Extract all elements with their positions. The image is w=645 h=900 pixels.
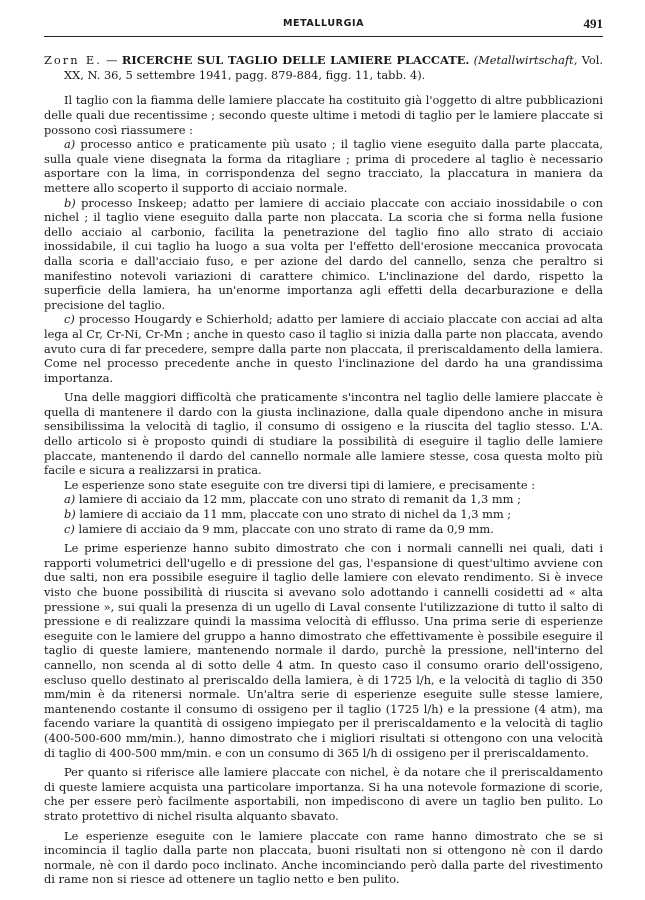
process-c-label: c): [64, 312, 75, 327]
process-b: [44, 196, 603, 313]
citation-dash: —: [101, 53, 122, 67]
article-body: [44, 93, 603, 886]
journal-name: (Metallwirtschaft,: [473, 53, 578, 67]
process-c-text: processo Hougardy e Schierhold; adatto per lamiere di acciaio placcate con acciai ad alta lega al Cr, Cr-Ni, Cr-Mn ; anche in questo caso il taglio si inizia dalla parte non placcata, avendo avuto cura di far precedere, sempre dalla parte non placcata, il preriscaldamento della lamiera. Come nel processo precedente anche in questo l'inclinazione del dardo ha una grandissima importanza.: [44, 312, 603, 385]
process-a-text: processo antico e praticamente più usato ; il taglio viene eseguito dalla parte placcata, sulla quale viene disegnata la forma da ritagliare ; prima di procedere al taglio è necessario asportare con la lima, in corrispondenza del segno tracciato, la placcatura in maniera da mettere allo scoperto il supporto di acciaio normale.: [44, 137, 603, 195]
paragraph-rame: Le esperienze eseguite con le lamiere placcate con rame hanno dimostrato che se si incomincia il taglio dalla parte non placcata, buoni risultati non si ottengono nè con il dardo normale, nè con il dardo poco inclinato. Anche incominciando però dalla parte del rivestimento di rame non si riesce ad ottenere un taglio netto e ben pulito.: [44, 828, 603, 887]
paragraph-intro: Il taglio con la fiamma delle lamiere placcate ha costituito già l'oggetto di altre pubblicazioni delle quali due recentissime ; secondo queste ultime i metodi di taglio per le lamiere placcate si possono così riassumere :: [44, 93, 603, 137]
paragraph-nichel: Per quanto si riferisce alle lamiere placcate con nichel, è da notare che il preriscaldamento di queste lamiere acquista una particolare importanza. Si ha una notevole formazione di scorie, che per essere però facilmente asportabili, non impediscono di avere un taglio ben pulito. Lo strato protettivo di nichel risulta alquanto sbavato.: [44, 765, 603, 823]
article-citation: [44, 53, 603, 83]
list-item-a-text: lamiere di acciaio da 12 mm, placcate con uno strato di remanit da 1,3 mm ;: [75, 492, 521, 507]
list-item-b: [44, 507, 603, 522]
process-b-text: processo Inskeep; adatto per lamiere di acciaio placcate con acciaio inossidabile o con nichel ; il taglio viene eseguito dalla parte non placcata. La scoria che si forma nella fusione dello acciaio al carbonio, facilita la penetrazione del taglio fino allo strato di acciaio inossidabile, il cui taglio ha luogo a sua volta per l'effetto dell'erosione meccanica provocata dalla scoria e dall'acciaio fuso, e per azione del dardo del cannello, senza che peraltro si manifestino notevoli variazioni di carattere chimico. L'inclinazione del dardo, rispetto la superficie della lamiera, ha un'enorme importanza agli effetti della decarburazione e della precisione del taglio.: [44, 195, 603, 312]
list-item-c-label: c): [64, 521, 75, 536]
process-b-label: b): [64, 195, 76, 210]
list-item-c: [44, 522, 603, 537]
list-item-b-label: b): [64, 507, 76, 522]
process-c: [44, 312, 603, 385]
paragraph-experiments: Le esperienze sono state eseguite con tre diversi tipi di lamiere, e precisamente :: [64, 477, 536, 492]
paragraph-difficulty: Una delle maggiori difficoltà che praticamente s'incontra nel taglio delle lamiere placcate è quella di mantenere il dardo con la giusta inclinazione, dalla quale dipendono anche in misura sensibilissima la velocità di taglio, il consumo di ossigeno e la riuscita del taglio stesso. L'A. dello articolo si è proposto quindi di studiare la possibilità di eseguire il taglio delle lamiere placcate, mantenendo il dardo del cannello normale alle lamiere stesse, cosa questa molto più facile e sicura a realizzarsi in pratica.: [44, 390, 603, 478]
page-header: [44, 14, 603, 37]
list-item-c-text: lamiere di acciaio da 9 mm, placcate con uno strato di rame da 0,9 mm.: [74, 521, 494, 536]
author-name: Zorn E.: [44, 53, 102, 67]
list-item-a-label: a): [64, 492, 76, 507]
citation-details: Vol. XX, N. 36, 5 settembre 1941, pagg. 879-884, figg. 11, tabb. 4).: [64, 53, 603, 83]
running-title: METALLURGIA: [282, 18, 365, 29]
process-a: [44, 137, 603, 195]
page-number: 491: [583, 16, 603, 31]
list-item-a: [44, 492, 603, 507]
article-title: RICERCHE SUL TAGLIO DELLE LAMIERE PLACCATE.: [121, 53, 470, 67]
paragraph-first-results: Le prime esperienze hanno subito dimostrato che con i normali cannelli nei quali, dati i rapporti volumetrici dell'ugello e di pressione del gas, l'espansione di quest'ultimo avviene con due salti, non era possibile eseguire il taglio delle lamiere con elevato rendimento. Si è invece visto che buone possibilità di riuscita si avevano solo adottando i cannelli cosidetti ad « alta pressione », sui quali la presenza di un ugello di Laval consente l'utilizzazione di tutto il salto di pressione e di realizzare quindi la massima velocità di efflusso. Una prima serie di esperienze eseguite con le lamiere del gruppo a hanno dimostrato che effettivamente è possibile eseguire il taglio di queste lamiere, mantenendo normale il dardo, purchè la pressione, nell'interno del cannello, non scenda al di sotto delle 4 atm. In questo caso il consumo orario dell'ossigeno, escluso quello destinato al preriscaldo della lamiera, è di 1725 l/h, e la velocità di taglio di 350 mm/min è da ritenersi normale. Un'altra serie di esperienze eseguite sulle stesse lamiere, mantenendo costante il consumo di ossigeno per il taglio (1725 l/h) e la pressione (4 atm), ma facendo variare la quantità di ossigeno impiegato per il preriscaldamento e la velocità di taglio (400-500-600 mm/min.), hanno dimostrato che i migliori risultati si ottengono con una velocità di taglio di 400-500 mm/min. e con un consumo di 365 l/h di ossigeno per il preriscaldamento.: [44, 541, 603, 760]
list-item-b-text: lamiere di acciaio da 11 mm, placcate con uno strato di nichel da 1,3 mm ;: [75, 507, 512, 522]
process-a-label: a): [64, 137, 76, 152]
